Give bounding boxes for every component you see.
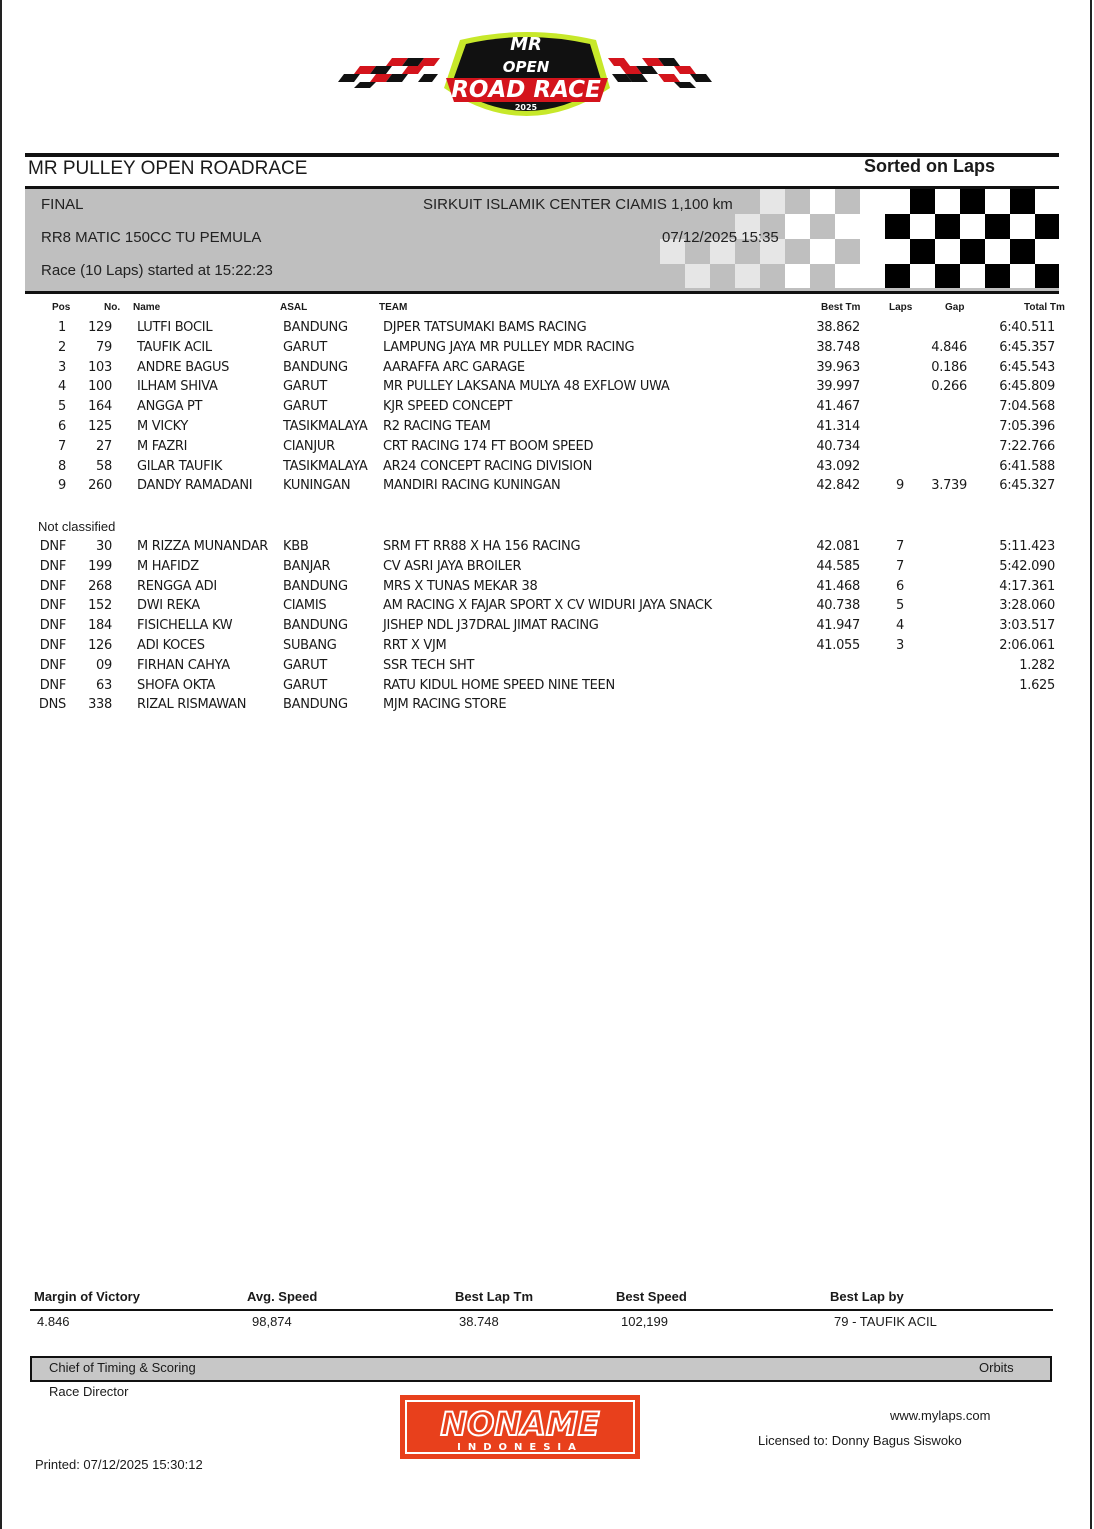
cell-team: AM RACING X FAJAR SPORT X CV WIDURI JAYA SNACK xyxy=(383,598,712,614)
licensed-to: Licensed to: Donny Bagus Siswoko xyxy=(758,1433,962,1448)
cell-no: 184 xyxy=(88,618,112,634)
flag-square xyxy=(685,264,710,288)
cell-total: 3:03.517 xyxy=(999,618,1055,634)
logo-brand: MR xyxy=(510,34,542,55)
cell-total: 4:17.361 xyxy=(999,578,1055,594)
cell-laps: 5 xyxy=(896,598,904,614)
best-lap-label: Best Lap Tm xyxy=(455,1289,534,1304)
cell-no: 63 xyxy=(96,677,112,693)
cell-pos: DNF xyxy=(39,677,66,693)
cell-best: 40.734 xyxy=(816,438,860,454)
cell-asal: TASIKMALAYA xyxy=(283,458,368,474)
cell-asal: GARUT xyxy=(283,339,327,355)
flag-square xyxy=(785,214,810,239)
sponsor-logo xyxy=(400,1395,640,1459)
col-no: No. xyxy=(104,302,121,313)
cell-best: 41.055 xyxy=(816,638,860,653)
flag-square xyxy=(910,264,935,288)
cell-team: RATU KIDUL HOME SPEED NINE TEEN xyxy=(383,677,615,693)
cell-best: 39.963 xyxy=(816,359,860,375)
cell-team: KJR SPEED CONCEPT xyxy=(383,399,513,415)
flag-square xyxy=(1010,189,1035,214)
flag-square xyxy=(810,264,835,288)
cell-laps: 6 xyxy=(896,578,904,594)
best-lap-by-label: Best Lap by xyxy=(830,1289,904,1304)
cell-name: GILAR TAUFIK xyxy=(137,458,223,474)
cell-team: CRT RACING 174 FT BOOM SPEED xyxy=(383,438,594,454)
flag-square xyxy=(985,214,1010,239)
cell-pos: DNF xyxy=(39,657,66,673)
cell-total: 6:45.543 xyxy=(999,359,1055,375)
flag-square xyxy=(885,239,910,264)
flag-square xyxy=(760,264,785,288)
cell-name: ANGGA PT xyxy=(137,399,203,415)
sponsor-name: NONAME xyxy=(440,1405,600,1443)
cell-best: 42.842 xyxy=(816,478,860,494)
col-laps: Laps xyxy=(889,302,913,313)
cell-name: RENGGA ADI xyxy=(137,578,217,594)
cell-no: 152 xyxy=(88,598,112,614)
race-class: RR8 MATIC 150CC TU PEMULA xyxy=(41,229,262,246)
cell-pos: 2 xyxy=(58,339,66,355)
flag-square xyxy=(935,214,960,239)
cell-pos: DNF xyxy=(39,638,66,653)
flag-square xyxy=(860,214,885,239)
cell-team: R2 RACING TEAM xyxy=(383,419,491,434)
timing-bar xyxy=(30,1356,1052,1382)
cell-name: FIRHAN CAHYA xyxy=(137,657,230,673)
cell-no: 338 xyxy=(88,697,112,713)
flag-square xyxy=(835,189,860,214)
cell-laps: 7 xyxy=(896,558,904,574)
summary-rule xyxy=(30,1309,1053,1311)
cell-name: ANDRE BAGUS xyxy=(137,359,230,375)
margin-value: 4.846 xyxy=(37,1314,70,1329)
cell-pos: 7 xyxy=(58,438,66,454)
cell-asal: GARUT xyxy=(283,677,327,693)
avg-speed-value: 98,874 xyxy=(252,1314,292,1329)
cell-pos: 1 xyxy=(58,320,66,335)
orbits-label: Orbits xyxy=(979,1360,1014,1375)
cell-total: 5:42.090 xyxy=(999,558,1055,574)
cell-total: 7:04.568 xyxy=(999,399,1055,415)
flag-square xyxy=(960,214,985,239)
cell-name: ADI KOCES xyxy=(137,638,205,653)
cell-team: MRS X TUNAS MEKAR 38 xyxy=(383,578,538,594)
cell-laps: 7 xyxy=(896,539,904,554)
flag-square xyxy=(1035,239,1059,264)
cell-team: JISHEP NDL J37DRAL JIMAT RACING xyxy=(383,618,599,634)
cell-best: 40.738 xyxy=(816,598,860,614)
cell-team: RRT X VJM xyxy=(383,638,447,653)
cell-pos: 5 xyxy=(58,399,66,415)
cell-best: 41.467 xyxy=(816,399,860,415)
cell-laps: 4 xyxy=(896,618,904,634)
cell-no: 260 xyxy=(88,478,112,494)
flag-square xyxy=(910,239,935,264)
avg-speed-label: Avg. Speed xyxy=(247,1289,318,1304)
cell-best: 41.947 xyxy=(816,618,860,634)
race-start-info: Race (10 Laps) started at 15:22:23 xyxy=(41,262,273,279)
flag-square xyxy=(910,214,935,239)
flag-square xyxy=(1010,264,1035,288)
cell-total: 3:28.060 xyxy=(999,598,1055,614)
cell-pos: DNF xyxy=(39,618,66,634)
flag-square xyxy=(835,264,860,288)
sponsor-sub: INDONESIA xyxy=(457,1442,583,1453)
cell-best: 39.997 xyxy=(816,379,860,395)
flag-square xyxy=(785,264,810,288)
cell-pos: 3 xyxy=(58,359,66,375)
flag-square xyxy=(1035,264,1059,288)
flag-square xyxy=(910,189,935,214)
cell-name: FISICHELLA KW xyxy=(137,618,233,634)
event-logo xyxy=(320,26,732,130)
best-speed-value: 102,199 xyxy=(621,1314,668,1329)
cell-gap: 0.266 xyxy=(931,379,967,395)
cell-no: 268 xyxy=(88,578,112,594)
cell-total: 7:05.396 xyxy=(999,419,1055,434)
cell-total: 1.282 xyxy=(1019,657,1055,673)
best-lap-value: 38.748 xyxy=(459,1314,499,1329)
cell-asal: SUBANG xyxy=(283,638,337,653)
cell-asal: BANDUNG xyxy=(283,320,348,335)
flag-square xyxy=(710,264,735,288)
cell-team: MJM RACING STORE xyxy=(383,697,507,713)
flag-square xyxy=(810,214,835,239)
cell-no: 79 xyxy=(96,339,112,355)
cell-laps: 9 xyxy=(896,478,904,494)
cell-pos: DNF xyxy=(39,578,66,594)
margin-label: Margin of Victory xyxy=(34,1289,140,1304)
cell-gap: 0.186 xyxy=(931,359,967,375)
cell-name: M HAFIDZ xyxy=(137,558,199,574)
flag-square xyxy=(1010,214,1035,239)
cell-asal: GARUT xyxy=(283,657,327,673)
cell-name: RIZAL RISMAWAN xyxy=(137,697,247,713)
logo-line2: ROAD RACE xyxy=(451,77,601,103)
cell-asal: BANDUNG xyxy=(283,697,348,713)
cell-no: 164 xyxy=(88,399,112,415)
page-title: MR PULLEY OPEN ROADRACE xyxy=(28,158,308,179)
cell-pos: 6 xyxy=(58,419,66,434)
flag-square xyxy=(960,264,985,288)
cell-name: DWI REKA xyxy=(137,598,200,614)
flag-square xyxy=(935,189,960,214)
cell-no: 27 xyxy=(96,438,112,454)
cell-asal: GARUT xyxy=(283,379,327,395)
cell-total: 2:06.061 xyxy=(999,638,1055,653)
logo-line1: OPEN xyxy=(502,58,550,76)
cell-no: 58 xyxy=(96,458,112,474)
cell-best: 42.081 xyxy=(816,539,860,554)
cell-no: 09 xyxy=(96,657,112,673)
cell-asal: TASIKMALAYA xyxy=(283,419,368,434)
cell-best: 43.092 xyxy=(816,458,860,474)
circuit-name: SIRKUIT ISLAMIK CENTER CIAMIS 1,100 km xyxy=(423,196,733,213)
page-border-right xyxy=(1090,0,1092,1529)
cell-asal: BANDUNG xyxy=(283,359,348,375)
cell-asal: CIAMIS xyxy=(283,598,327,614)
cell-best: 41.314 xyxy=(816,419,860,434)
cell-asal: BANDUNG xyxy=(283,578,348,594)
cell-best: 44.585 xyxy=(816,558,860,574)
flag-square xyxy=(960,239,985,264)
flag-square xyxy=(660,264,685,288)
cell-name: M FAZRI xyxy=(137,438,188,454)
cell-name: TAUFIK ACIL xyxy=(137,339,212,355)
cell-asal: BANJAR xyxy=(283,558,331,574)
flag-square xyxy=(785,239,810,264)
flag-square xyxy=(885,214,910,239)
cell-pos: 8 xyxy=(58,458,66,474)
flag-square xyxy=(860,189,885,214)
cell-no: 129 xyxy=(88,320,112,335)
cell-asal: KBB xyxy=(283,539,309,554)
flag-square xyxy=(985,264,1010,288)
cell-asal: CIANJUR xyxy=(283,438,335,454)
cell-best: 41.468 xyxy=(816,578,860,594)
cell-no: 103 xyxy=(88,359,112,375)
cell-total: 1.625 xyxy=(1019,677,1055,693)
cell-no: 125 xyxy=(88,419,112,434)
cell-laps: 3 xyxy=(896,638,904,653)
cell-total: 6:41.588 xyxy=(999,458,1055,474)
cell-team: SRM FT RR88 X HA 156 RACING xyxy=(383,539,581,554)
cell-pos: 4 xyxy=(58,379,66,395)
flag-square xyxy=(935,239,960,264)
cell-pos: DNF xyxy=(39,539,66,554)
chief-of-timing: Chief of Timing & Scoring xyxy=(49,1360,196,1375)
col-gap: Gap xyxy=(945,302,965,313)
page-border-left xyxy=(0,0,2,1529)
cell-name: DANDY RAMADANI xyxy=(137,478,253,494)
flag-square xyxy=(860,264,885,288)
flag-square xyxy=(860,239,885,264)
flag-square xyxy=(760,189,785,214)
col-asal: ASAL xyxy=(280,302,308,313)
best-lap-by-value: 79 - TAUFIK ACIL xyxy=(834,1314,937,1329)
cell-total: 6:40.511 xyxy=(999,320,1055,335)
cell-asal: GARUT xyxy=(283,399,327,415)
flag-square xyxy=(835,239,860,264)
cell-no: 199 xyxy=(88,558,112,574)
session-name: FINAL xyxy=(41,196,84,213)
cell-total: 6:45.809 xyxy=(999,379,1055,395)
flag-square xyxy=(885,189,910,214)
cell-total: 5:11.423 xyxy=(999,539,1055,554)
flag-square xyxy=(835,214,860,239)
sort-label: Sorted on Laps xyxy=(864,156,996,176)
best-speed-label: Best Speed xyxy=(616,1289,687,1304)
flag-square xyxy=(810,189,835,214)
cell-team: LAMPUNG JAYA MR PULLEY MDR RACING xyxy=(383,339,635,355)
cell-gap: 3.739 xyxy=(931,478,967,494)
cell-name: SHOFA OKTA xyxy=(137,677,216,693)
cell-pos: 9 xyxy=(58,478,66,494)
cell-total: 7:22.766 xyxy=(999,438,1055,454)
flag-square xyxy=(1035,214,1059,239)
cell-asal: BANDUNG xyxy=(283,618,348,634)
flag-square xyxy=(885,264,910,288)
cell-no: 100 xyxy=(88,379,112,395)
race-datetime: 07/12/2025 15:35 xyxy=(662,229,779,246)
col-name: Name xyxy=(133,302,161,313)
col-team: TEAM xyxy=(379,302,408,313)
cell-name: M VICKY xyxy=(137,419,189,434)
flag-square xyxy=(1010,239,1035,264)
flag-square xyxy=(960,189,985,214)
cell-name: ILHAM SHIVA xyxy=(137,379,218,395)
cell-team: MANDIRI RACING KUNINGAN xyxy=(383,478,561,494)
flag-square xyxy=(935,264,960,288)
cell-pos: DNF xyxy=(39,558,66,574)
cell-total: 6:45.327 xyxy=(999,478,1055,494)
cell-team: AR24 CONCEPT RACING DIVISION xyxy=(383,458,593,474)
cell-no: 30 xyxy=(96,539,112,554)
logo-year: 2025 xyxy=(514,103,538,112)
cell-best: 38.748 xyxy=(816,339,860,355)
flag-square xyxy=(985,239,1010,264)
printed-timestamp: Printed: 07/12/2025 15:30:12 xyxy=(35,1457,203,1472)
website-link[interactable]: www.mylaps.com xyxy=(890,1408,991,1423)
cell-pos: DNF xyxy=(39,598,66,614)
cell-no: 126 xyxy=(88,638,112,653)
cell-team: CV ASRI JAYA BROILER xyxy=(383,558,522,574)
flag-square xyxy=(985,189,1010,214)
cell-team: SSR TECH SHT xyxy=(383,657,475,673)
flag-square xyxy=(735,189,760,214)
col-pos: Pos xyxy=(52,302,71,313)
not-classified-label: Not classified xyxy=(38,519,116,534)
col-best: Best Tm xyxy=(821,302,861,313)
flag-square xyxy=(810,239,835,264)
cell-total: 6:45.357 xyxy=(999,339,1055,355)
cell-pos: DNS xyxy=(38,697,66,713)
col-total: Total Tm xyxy=(1024,302,1065,313)
flag-square xyxy=(735,264,760,288)
cell-best: 38.862 xyxy=(816,320,860,335)
race-director: Race Director xyxy=(49,1384,129,1399)
cell-name: M RIZZA MUNANDAR xyxy=(137,539,269,554)
flag-square xyxy=(1035,189,1059,214)
flag-square xyxy=(785,189,810,214)
cell-name: LUTFI BOCIL xyxy=(137,320,213,335)
cell-team: DJPER TATSUMAKI BAMS RACING xyxy=(383,320,587,335)
cell-team: MR PULLEY LAKSANA MULYA 48 EXFLOW UWA xyxy=(383,379,670,395)
cell-gap: 4.846 xyxy=(931,339,967,355)
cell-team: AARAFFA ARC GARAGE xyxy=(383,359,525,375)
cell-asal: KUNINGAN xyxy=(283,478,351,494)
